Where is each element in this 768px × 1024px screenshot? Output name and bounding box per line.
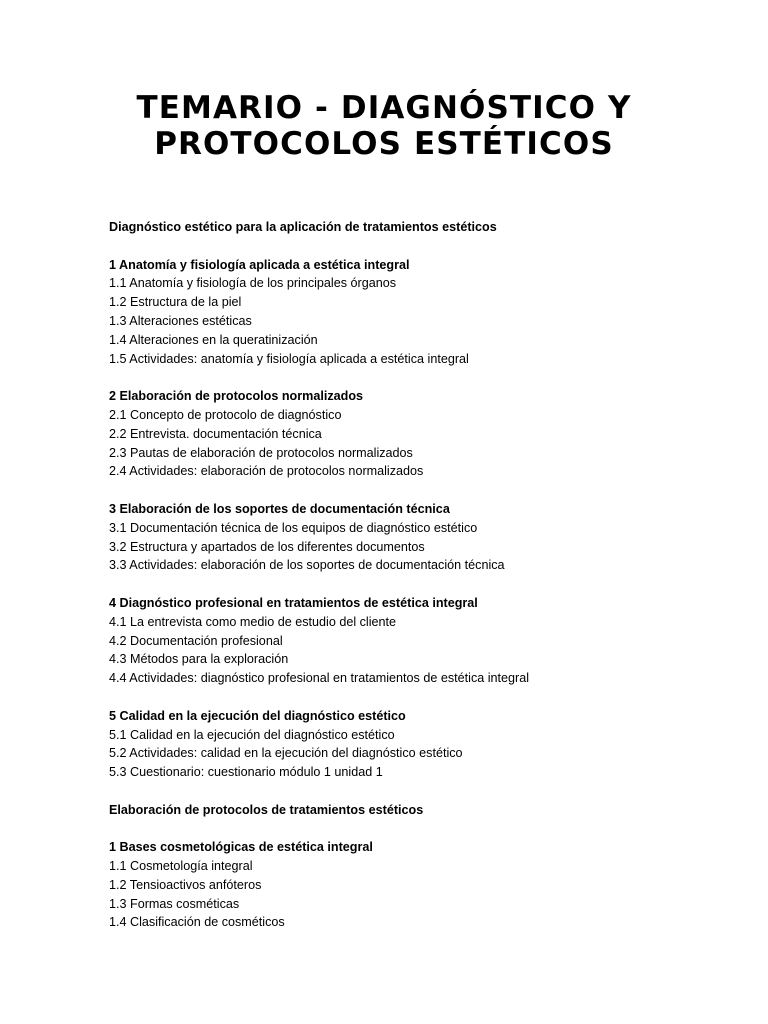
spacer	[109, 575, 709, 594]
topic-item: 2.1 Concepto de protocolo de diagnóstico	[109, 407, 342, 422]
spacer	[109, 688, 709, 707]
topic-item: 1.4 Clasificación de cosméticos	[109, 915, 285, 930]
spacer	[109, 368, 709, 387]
topic-item: 5.2 Actividades: calidad en la ejecución del diagnóstico estético	[109, 746, 463, 761]
table-of-contents	[109, 218, 709, 932]
unit-heading: 3 Elaboración de los soportes de documentación técnica	[109, 501, 450, 516]
topic-item: 5.1 Calidad en la ejecución del diagnóstico estético	[109, 727, 395, 742]
spacer	[109, 481, 709, 500]
spacer	[109, 237, 709, 256]
unit-heading: 1 Anatomía y fisiología aplicada a estética integral	[109, 257, 410, 272]
unit-heading: 1 Bases cosmetológicas de estética integral	[109, 840, 373, 855]
topic-item: 2.2 Entrevista. documentación técnica	[109, 426, 322, 441]
topic-item: 4.4 Actividades: diagnóstico profesional en tratamientos de estética integral	[109, 671, 530, 686]
topic-item: 1.3 Alteraciones estéticas	[109, 313, 252, 328]
unit-heading: 2 Elaboración de protocolos normalizados	[109, 389, 364, 404]
spacer	[109, 820, 709, 839]
module-heading: Elaboración de protocolos de tratamientos estéticos	[109, 802, 424, 817]
topic-item: 3.3 Actividades: elaboración de los soportes de documentación técnica	[109, 558, 505, 573]
topic-item: 1.2 Tensioactivos anfóteros	[109, 877, 262, 892]
topic-item: 1.3 Formas cosméticas	[109, 896, 240, 911]
topic-item: 1.1 Anatomía y fisiología de los principales órganos	[109, 276, 397, 291]
topic-item: 1.4 Alteraciones en la queratinización	[109, 332, 318, 347]
topic-item: 3.1 Documentación técnica de los equipos de diagnóstico estético	[109, 520, 478, 535]
topic-item: 1.5 Actividades: anatomía y fisiología aplicada a estética integral	[109, 351, 469, 366]
spacer	[109, 782, 709, 801]
topic-item: 2.4 Actividades: elaboración de protocolos normalizados	[109, 464, 424, 479]
topic-item: 4.2 Documentación profesional	[109, 633, 283, 648]
topic-item: 1.1 Cosmetología integral	[109, 859, 253, 874]
title-line: PROTOCOLOS ESTÉTICOS	[154, 126, 614, 162]
unit-heading: 4 Diagnóstico profesional en tratamientos de estética integral	[109, 595, 478, 610]
unit-heading: 5 Calidad en la ejecución del diagnóstico estético	[109, 708, 406, 723]
topic-item: 1.2 Estructura de la piel	[109, 295, 242, 310]
module-heading: Diagnóstico estético para la aplicación de tratamientos estéticos	[109, 220, 497, 234]
topic-item: 4.1 La entrevista como medio de estudio del cliente	[109, 614, 397, 629]
document-title	[60, 90, 708, 162]
topic-item: 3.2 Estructura y apartados de los diferentes documentos	[109, 539, 425, 554]
topic-item: 4.3 Métodos para la exploración	[109, 652, 289, 667]
topic-item: 5.3 Cuestionario: cuestionario módulo 1 unidad 1	[109, 765, 383, 780]
topic-item: 2.3 Pautas de elaboración de protocolos normalizados	[109, 445, 413, 460]
title-line: TEMARIO - DIAGNÓSTICO Y	[136, 90, 632, 126]
